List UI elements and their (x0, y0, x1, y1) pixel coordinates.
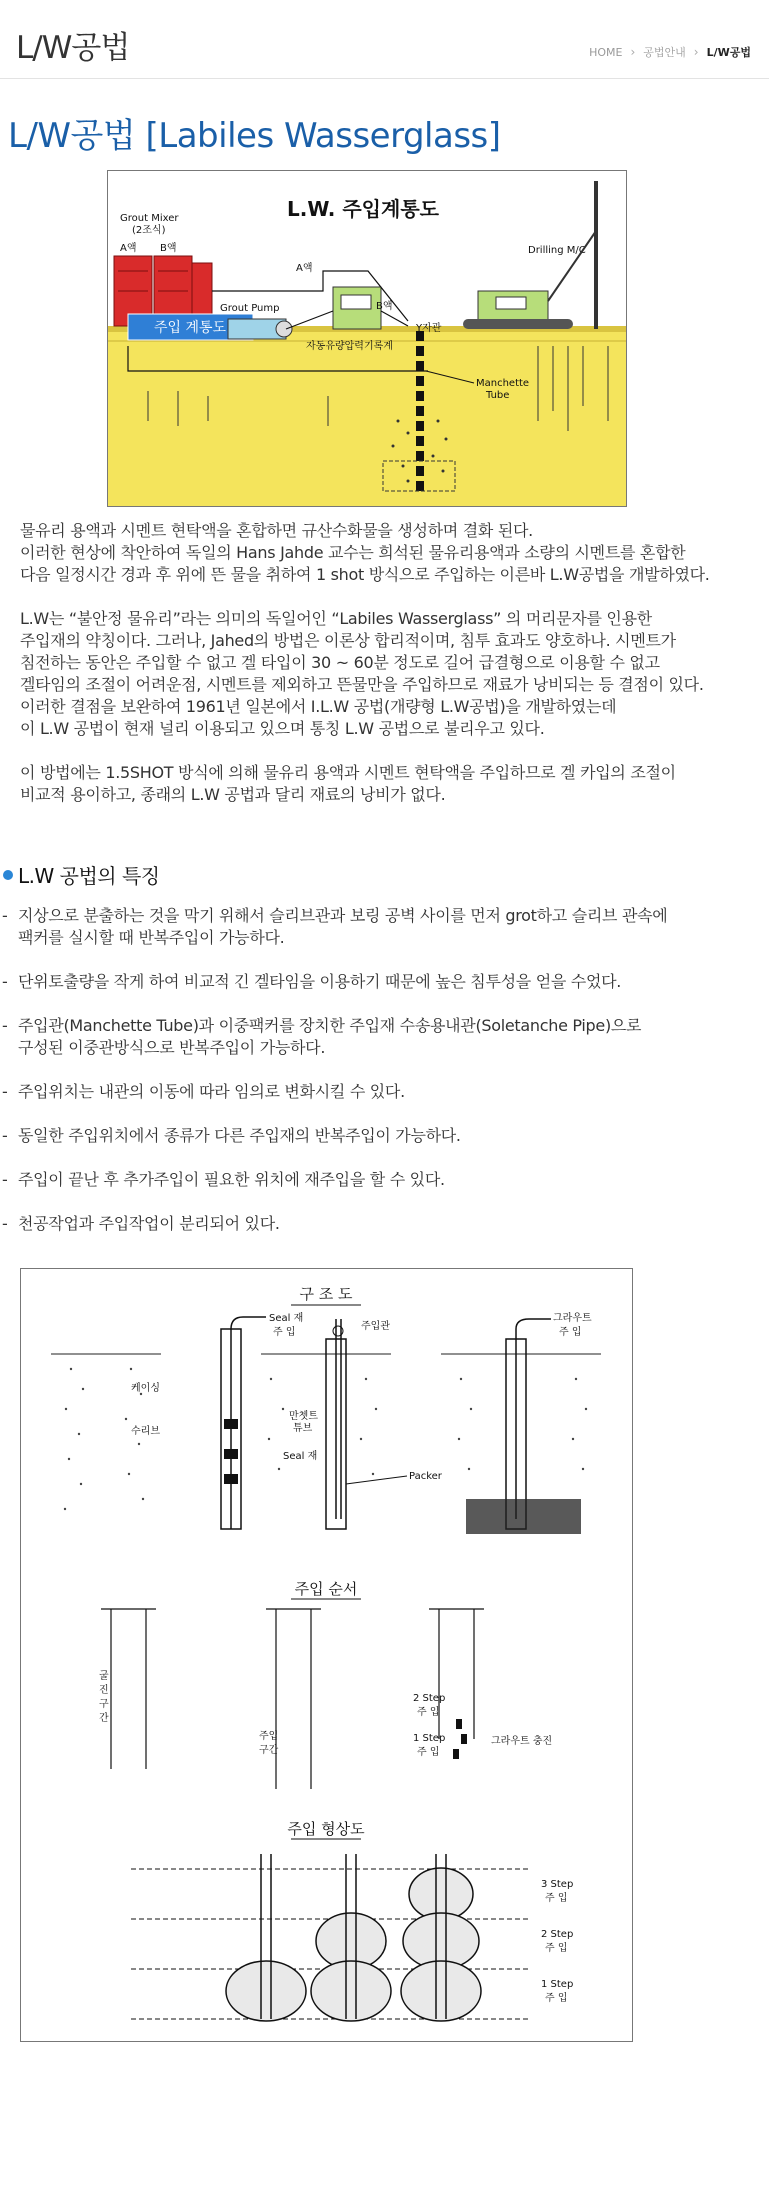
svg-text:2 Step: 2 Step (541, 1929, 574, 1940)
svg-text:주입: 주입 (259, 1731, 279, 1742)
feature-item: - 천공작업과 주입작업이 분리되어 있다. (2, 1214, 280, 1233)
svg-text:Packer: Packer (409, 1471, 442, 1482)
diagram-title: L.W. 주입계통도 (287, 197, 439, 221)
features-list (0, 905, 760, 1257)
svg-text:그라우트: 그라우트 (553, 1313, 592, 1324)
svg-text:그라우트 충진: 그라우트 충진 (491, 1736, 553, 1747)
structure-title: 구 조 도 (299, 1285, 353, 1303)
features-heading (0, 860, 160, 889)
breadcrumb-method-guide[interactable]: 공법안내 (643, 46, 686, 59)
chevron-right-icon: › (693, 45, 699, 59)
chevron-right-icon: › (630, 45, 636, 59)
svg-text:3 Step: 3 Step (541, 1879, 574, 1890)
svg-text:B액: B액 (160, 243, 177, 254)
grout-pump-label: Grout Pump (220, 303, 280, 314)
svg-text:B액: B액 (376, 301, 393, 312)
feature-item: - 단위토출량을 작게 하여 비교적 긴 겔타임을 이용하기 때문에 높은 침투성을 얻을 수었다. (2, 972, 622, 991)
svg-text:Seal 재: Seal 재 (283, 1451, 318, 1462)
svg-text:튜브: 튜브 (293, 1423, 313, 1434)
svg-text:간: 간 (99, 1713, 109, 1724)
description-paragraph-3: 이 방법에는 1.5SHOT 방식에 의해 물유리 용액과 시멘트 현탁액을 주입하므로 겔 카입의 조절이 비교적 용이하고, 종래의 L.W 공법과 달리 재료의 낭비가 없다. (20, 763, 676, 804)
feature-item: - 주입위치는 내관의 이동에 따라 임의로 변화시킬 수 있다. (2, 1082, 405, 1101)
svg-text:수리브: 수리브 (131, 1426, 160, 1437)
injection-system-diagram (107, 170, 627, 507)
svg-text:만쳇트: 만쳇트 (289, 1411, 318, 1422)
feature-item: - 지상으로 분출하는 것을 막기 위해서 슬리브관과 보링 공벽 사이를 먼저 grot하고 슬리브 관속에 팩커를 실시할 때 반복주입이 가능하다. (2, 906, 668, 947)
svg-text:주 입: 주 입 (545, 1943, 568, 1954)
svg-text:1 Step: 1 Step (541, 1979, 574, 1990)
svg-text:1 Step: 1 Step (413, 1733, 446, 1744)
description-paragraph-2: L.W는 “불안정 물유리”라는 의미의 독일어인 “Labiles Wasserglass” 의 머리문자를 인용한 주입재의 약칭이다. 그러나, Jahed의 방법은 이론상 합리적이며, 침투 효과도 양호하나. 시멘트가 침전하는 동안은 주입할 수 없고 겔 타입이 30 ~ 60분 정도로 길어 급결형으로 이용할 수 없고 겔타임의 조절이 어려운점, 시멘트를 제외하고 뜬물만을 주입하므로 재료가 낭비되는 등 결점이 있다. 이러한 결점을 보완하여 1961년 일본에서 I.L.W 공법(개량형 L.W공법)을 개발하였는데 이 L.W 공법이 현재 널리 이용되고 있으며 통칭 L.W 공법으로 불리우고 있다. (20, 609, 704, 738)
svg-text:A액: A액 (296, 263, 313, 274)
features-title: L.W 공법의 특징 (18, 864, 160, 888)
structure-diagram (20, 1268, 633, 2042)
drilling-label: Drilling M/C (528, 245, 586, 256)
svg-text:주 입: 주 입 (559, 1327, 582, 1338)
order-title: 주입 순서 (294, 1580, 358, 1598)
svg-text:주 입: 주 입 (545, 1993, 568, 2004)
recorder-label: 자동유량압력기록계 (306, 341, 393, 352)
page-header (0, 0, 769, 79)
breadcrumb (589, 44, 751, 60)
y-pipe-label: Y자관 (416, 323, 442, 334)
svg-text:주 입: 주 입 (545, 1893, 568, 1904)
system-label: 주입 계통도 (153, 320, 227, 336)
manchette-label: Manchette (476, 378, 530, 389)
svg-text:A액: A액 (120, 243, 137, 254)
svg-text:구: 구 (99, 1699, 109, 1710)
svg-text:2 Step: 2 Step (413, 1693, 446, 1704)
grout-mixer-label: Grout Mixer (120, 213, 179, 224)
breadcrumb-current: L/W공법 (706, 46, 751, 59)
svg-text:진: 진 (99, 1685, 109, 1696)
svg-text:주 입: 주 입 (417, 1747, 440, 1758)
svg-text:Tube: Tube (486, 390, 510, 401)
svg-text:Seal 재: Seal 재 (269, 1313, 304, 1324)
svg-text:주 입: 주 입 (273, 1327, 296, 1338)
method-description (20, 520, 765, 828)
grout-mixer-sub: (2조식) (132, 225, 166, 236)
svg-text:주입관: 주입관 (361, 1321, 390, 1332)
page-title: L/W공법 [Labiles Wasserglass] (8, 116, 501, 156)
svg-text:케이싱: 케이싱 (131, 1383, 160, 1394)
shape-title: 주입 형상도 (287, 1820, 365, 1838)
svg-text:굴: 굴 (99, 1671, 109, 1682)
description-paragraph-1: 물유리 용액과 시멘트 현탁액을 혼합하면 규산수화물을 생성하며 결화 된다. 이러한 현상에 착안하여 독일의 Hans Jahde 교수는 희석된 물유리용액과 소량의 시멘트를 혼합한 다음 일정시간 경과 후 위에 뜬 물을 취하여 1 shot 방식으로 주입하는 이른바 L.W공법을 개발하였다. (20, 521, 710, 584)
svg-text:주 입: 주 입 (417, 1707, 440, 1718)
feature-item: - 주입이 끝난 후 추가주입이 필요한 위치에 재주입을 할 수 있다. (2, 1170, 445, 1189)
breadcrumb-home[interactable]: HOME (589, 45, 623, 59)
bullet-icon (3, 870, 13, 880)
svg-text:구간: 구간 (259, 1745, 279, 1756)
header-title: L/W공법 (16, 30, 130, 66)
feature-item: - 주입관(Manchette Tube)과 이중팩커를 장치한 주입재 수송용내관(Soletanche Pipe)으로 구성된 이중관방식으로 반복주입이 가능하다. (2, 1016, 642, 1057)
feature-item: - 동일한 주입위치에서 종류가 다른 주입재의 반복주입이 가능하다. (2, 1126, 461, 1145)
